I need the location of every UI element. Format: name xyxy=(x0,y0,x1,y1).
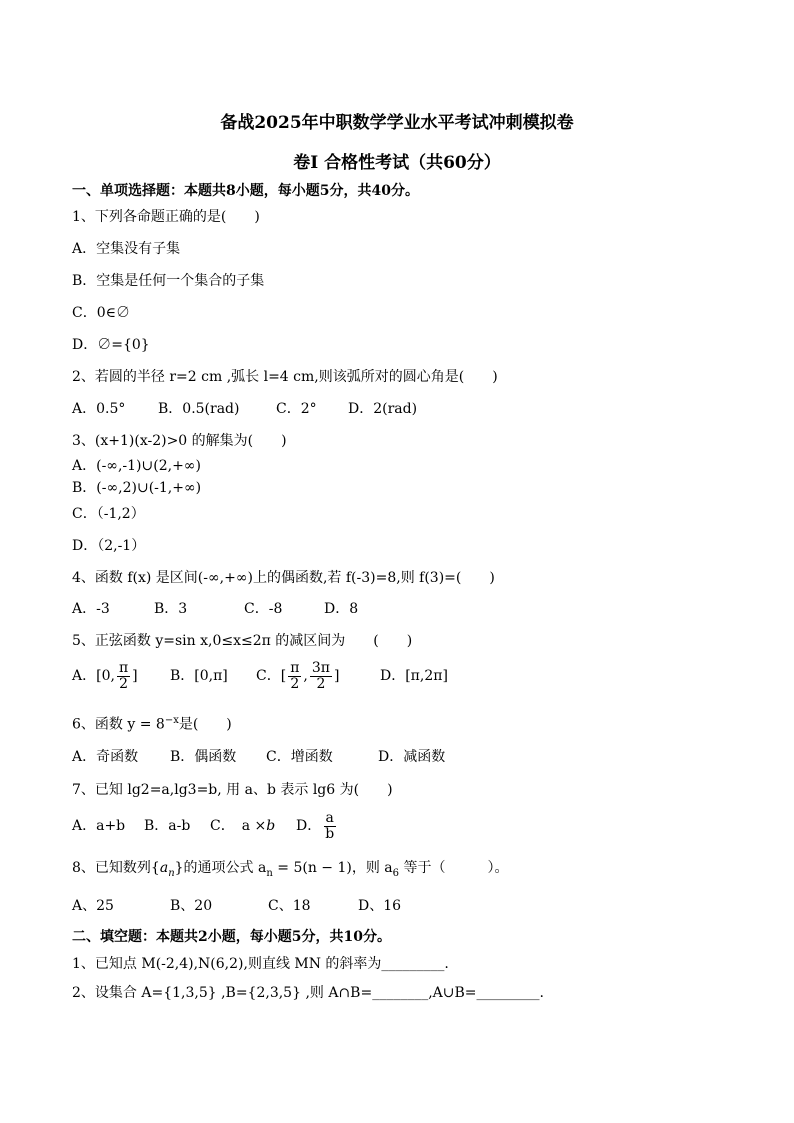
pi-over-2-fraction: $\frac{\pi}{2}$ xyxy=(290,659,300,692)
q3-option-b: B．(-∞,2)∪(-1,+∞) xyxy=(72,480,202,496)
q5-options xyxy=(72,658,448,694)
exam-title: 备战2025年中职数学学业水平考试冲刺模拟卷 xyxy=(220,113,574,133)
q1-option-c: C．0∈∅ xyxy=(72,305,130,321)
q6-stem: 6、函数 $y = 8^{-x}$是( ) xyxy=(72,715,232,733)
q5-option-c: C．[ $\frac{\pi}{2}$ , $\frac{3\pi}{2}$ ] xyxy=(256,659,340,692)
q6-exponent: −x xyxy=(164,715,179,726)
q7-option-c: C． a ×b xyxy=(210,818,276,834)
q4-option-c: C．-8 xyxy=(244,601,283,617)
q6-option-a: A．奇函数 xyxy=(72,749,139,765)
q1-option-b: B．空集是任何一个集合的子集 xyxy=(72,273,265,289)
q2-option-b: B．0.5(rad) xyxy=(158,401,240,417)
q8-option-c: C、18 xyxy=(268,898,311,914)
q5-stem: 5、正弦函数 y=sin x,0≤x≤2π 的减区间为 ( ) xyxy=(72,633,413,649)
q3-option-c: C．（-1,2） xyxy=(72,506,145,522)
q5-option-a: A．[0, $\frac{\pi}{2}$ ] xyxy=(72,659,138,692)
q2-stem: 2、若圆的半径 r=2 cm ,弧长 l=4 cm,则该弧所对的圆心角是( ) xyxy=(72,369,498,385)
q7-option-d: D． $\frac{a}{b}$ xyxy=(296,809,335,842)
q2-option-d: D．2(rad) xyxy=(348,401,418,417)
exam-subtitle: 卷Ⅰ 合格性考试（共60分） xyxy=(293,153,501,173)
q8-option-d: D、16 xyxy=(358,898,402,914)
fill-question-1: 1、已知点 M(-2,4),N(6,2),则直线 MN 的斜率为_________. xyxy=(72,956,449,972)
q3-option-d: D．（2,-1） xyxy=(72,538,146,554)
q7-option-b: B．a-b xyxy=(144,818,191,834)
q8-option-b: B、20 xyxy=(170,898,213,914)
q1-stem: 1、下列各命题正确的是( ) xyxy=(72,209,260,225)
q5-option-b: B．[0,π] xyxy=(170,668,228,684)
q3-option-a: A．(-∞,-1)∪(2,+∞) xyxy=(72,458,201,474)
q4-option-a: A．-3 xyxy=(72,601,110,617)
q7-options xyxy=(72,808,338,844)
q7-stem: 7、已知 lg2=a,lg3=b, 用 a、b 表示 lg6 为( ) xyxy=(72,782,393,798)
q6-options xyxy=(72,748,445,766)
q4-option-b: B．3 xyxy=(154,601,188,617)
q5-option-d: D．[π,2π] xyxy=(380,668,448,684)
q6-option-d: D．减函数 xyxy=(378,749,446,765)
q1-option-d: D．∅={0} xyxy=(72,337,150,353)
q3-stem: 3、(x+1)(x-2)>0 的解集为( ) xyxy=(72,433,287,449)
q2-options xyxy=(72,400,417,418)
q7-option-a: A．a+b xyxy=(72,818,126,834)
q4-stem: 4、函数 f(x) 是区间(-∞,+∞)上的偶函数,若 f(-3)=8,则 f(3)=( ) xyxy=(72,570,495,586)
q2-option-a: A．0.5° xyxy=(72,401,126,417)
q6-option-c: C．增函数 xyxy=(266,749,333,765)
q8-options xyxy=(72,897,401,915)
q2-option-c: C．2° xyxy=(276,401,317,417)
section-1-heading: 一、单项选择题：本题共8小题，每小题5分，共40分。 xyxy=(72,183,419,199)
pi-over-2-fraction: $\frac{\pi}{2}$ xyxy=(118,659,129,692)
q4-options xyxy=(72,600,358,618)
q4-option-d: D．8 xyxy=(324,601,359,617)
q8-option-a: A、25 xyxy=(72,898,114,914)
3pi-over-2-fraction: $\frac{3\pi}{2}$ xyxy=(311,659,330,692)
q1-option-a: A．空集没有子集 xyxy=(72,241,181,257)
q8-stem: 8、已知数列$\{a_n\}$的通项公式 $a_n = 5(n - 1)$，则 $a_6$ 等于（ ）。 xyxy=(72,860,509,879)
q6-option-b: B．偶函数 xyxy=(170,749,237,765)
a-over-b-fraction: $\frac{a}{b}$ xyxy=(325,809,335,842)
fill-question-2: 2、设集合 A={1,3,5} ,B={2,3,5} ,则 A∩B=________,A∪B=_________. xyxy=(72,985,544,1001)
section-2-heading: 二、填空题：本题共2小题，每小题5分，共10分。 xyxy=(72,929,391,945)
